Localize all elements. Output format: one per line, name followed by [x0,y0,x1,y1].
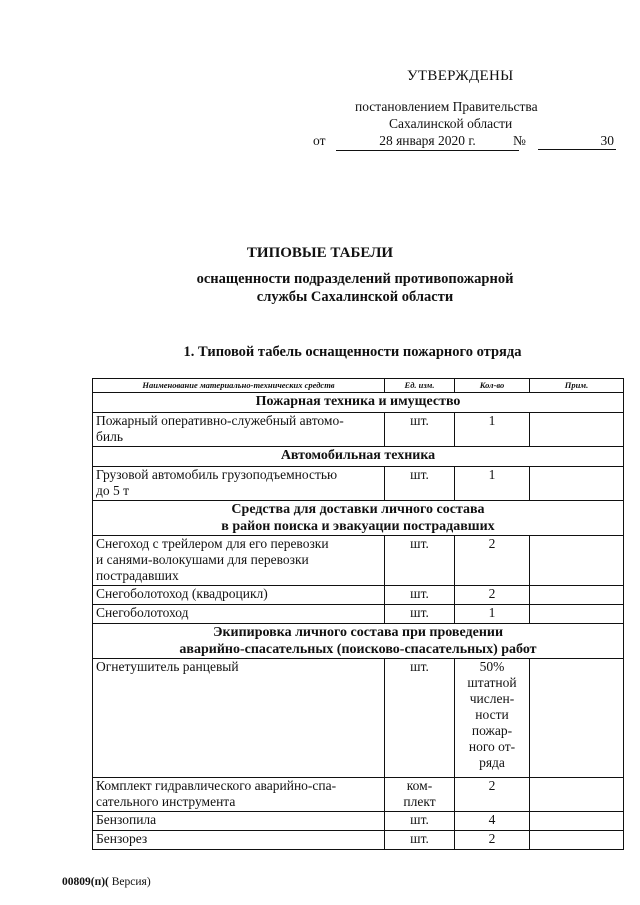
qty-line: ного от- [468,739,516,754]
item-name [93,778,385,812]
qty-line: ряда [479,755,505,770]
group-title-line: в район поиска и эвакуации пострадавших [221,519,495,534]
item-qty: 2 [455,831,530,850]
item-qty: 2 [455,536,530,586]
table-row [93,586,624,605]
document-footer [62,876,151,888]
unit-line: плект [403,794,436,809]
table-row [93,413,624,447]
group-row [93,393,624,413]
qty-line: штатной [467,675,517,690]
item-name-line: Снегоход с трейлером для его перевозки [96,536,329,551]
item-note [530,467,624,501]
number-sign: № [513,133,526,148]
item-name-line: и санями-волокушами для перевозки [96,552,309,567]
item-name-line: Грузовой автомобиль грузоподъемностью [96,467,338,482]
footer-version: Версия) [108,876,151,888]
approval-title: УТВЕРЖДЕНЫ [407,68,514,84]
document-title: ТИПОВЫЕ ТАБЕЛИ [246,245,394,261]
subtitle-line-1: оснащенности подразделений противопожарной [196,271,514,287]
group-title [93,501,624,536]
table-row [93,467,624,501]
group-title-line: Автомобильная техника [280,448,436,463]
group-title-line: Экипировка личного состава при проведении [212,625,504,640]
item-note [530,413,624,447]
item-name-line: пострадавших [96,568,179,583]
header-unit: Ед. изм. [385,379,455,393]
item-unit [385,778,455,812]
item-qty: 1 [455,413,530,447]
group-title-line: аварийно-спасательных (поисково-спасательных) работ [179,642,537,657]
approval-number: 30 [538,133,616,150]
qty-line: числен- [469,691,515,706]
group-row [93,501,624,536]
item-qty [455,659,530,778]
approval-date: 28 января 2020 г. [336,133,519,151]
item-unit: шт. [385,413,455,447]
item-note [530,586,624,605]
qty-line: 50% [479,659,505,674]
item-unit: шт. [385,605,455,624]
group-row [93,624,624,659]
item-name: Бензорез [93,831,385,850]
approval-line-1: постановлением Правительства [355,99,538,114]
approval-date-row [313,133,618,155]
item-note [530,812,624,831]
equipment-table [92,378,624,850]
table-header-row [93,379,624,393]
section-title: 1. Типовой табель оснащенности пожарного отряда [183,344,522,360]
item-name [93,467,385,501]
approval-line-2: Сахалинской области [389,116,513,131]
item-name: Снегоболотоход [93,605,385,624]
item-unit: шт. [385,659,455,778]
item-qty: 1 [455,467,530,501]
subtitle-line-2: службы Сахалинской области [256,289,454,305]
item-name-line: до 5 т [96,483,130,498]
item-qty: 2 [455,586,530,605]
item-name-line: сательного инструмента [96,794,236,809]
item-unit: шт. [385,586,455,605]
item-name [93,413,385,447]
table-row [93,831,624,850]
table-row [93,778,624,812]
item-name-line: Пожарный оперативно-служебный автомо- [96,413,344,428]
document-subtitle [0,270,640,306]
unit-line: ком- [406,778,433,793]
footer-code: 00809(п)( [62,876,109,888]
group-title [93,447,624,467]
header-note: Прим. [530,379,624,393]
table-row [93,659,624,778]
group-title-line: Средства для доставки личного состава [231,502,485,517]
qty-line: ности [475,707,509,722]
group-title [93,393,624,413]
group-title-line: Пожарная техника и имущество [255,394,461,409]
qty-line: пожар- [471,723,513,738]
item-note [530,831,624,850]
item-name-line: биль [96,429,123,444]
item-unit: шт. [385,831,455,850]
group-row [93,447,624,467]
item-name: Снегоболотоход (квадроцикл) [93,586,385,605]
item-qty: 4 [455,812,530,831]
header-name: Наименование материально-технических средств [93,379,385,393]
group-title [93,624,624,659]
item-note [530,605,624,624]
table-row [93,605,624,624]
date-prefix: от [313,133,326,148]
item-qty: 1 [455,605,530,624]
item-unit: шт. [385,812,455,831]
item-name: Бензопила [93,812,385,831]
item-note [530,778,624,812]
table-row [93,536,624,586]
item-name [93,536,385,586]
item-unit: шт. [385,536,455,586]
item-qty: 2 [455,778,530,812]
item-name-line: Комплект гидравлического аварийно-спа- [96,778,337,793]
table-row [93,812,624,831]
item-note [530,536,624,586]
item-name: Огнетушитель ранцевый [93,659,385,778]
item-unit: шт. [385,467,455,501]
header-qty: Кол-во [455,379,530,393]
item-note [530,659,624,778]
